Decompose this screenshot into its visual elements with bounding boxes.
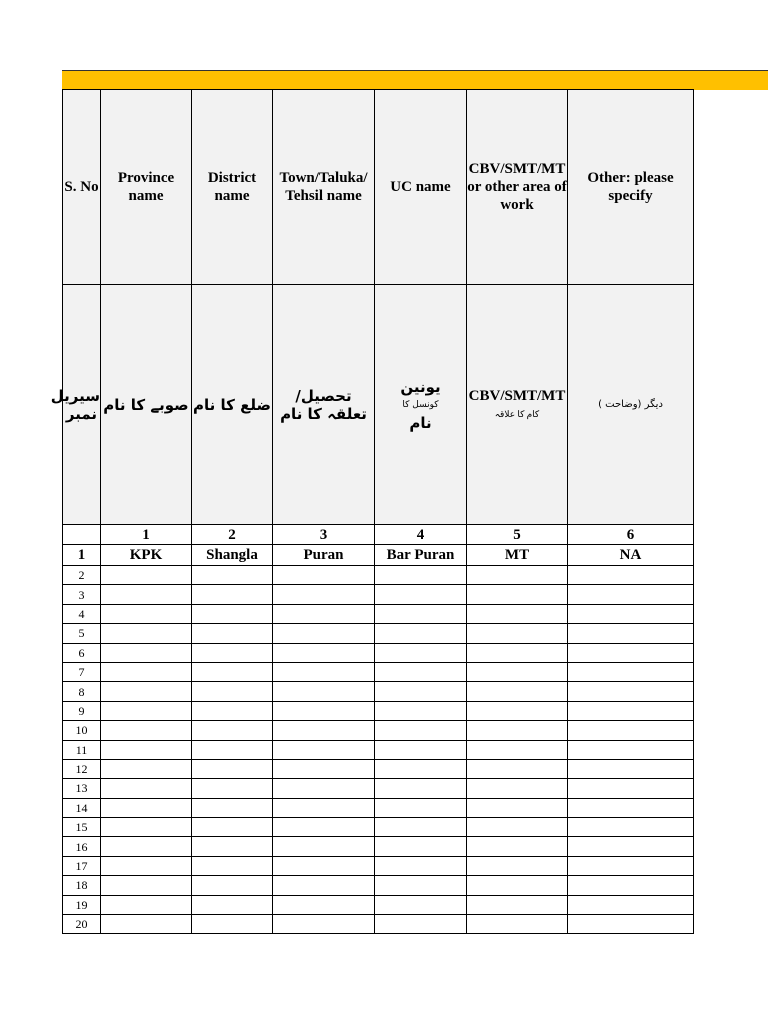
- empty-cell: [568, 566, 694, 585]
- empty-cell: [568, 837, 694, 856]
- cell-district: Shangla: [192, 545, 273, 566]
- cell-sno: 13: [63, 779, 101, 798]
- empty-cell: [192, 798, 273, 817]
- cell-sno: 20: [63, 915, 101, 934]
- empty-cell: [273, 566, 375, 585]
- header-district: District name: [192, 90, 273, 285]
- header-tehsil: Town/Taluka/ Tehsil name: [273, 90, 375, 285]
- empty-cell: [101, 604, 192, 623]
- empty-cell: [467, 798, 568, 817]
- cell-sno: 18: [63, 876, 101, 895]
- empty-cell: [375, 798, 467, 817]
- table-row: [63, 779, 694, 798]
- table-row: [63, 701, 694, 720]
- empty-cell: [101, 662, 192, 681]
- empty-cell: [375, 721, 467, 740]
- empty-cell: [375, 759, 467, 778]
- empty-cell: [375, 682, 467, 701]
- empty-cell: [467, 779, 568, 798]
- empty-cell: [192, 818, 273, 837]
- data-table: [50, 89, 694, 934]
- empty-cell: [101, 682, 192, 701]
- empty-cell: [568, 701, 694, 720]
- table-row: [63, 856, 694, 875]
- empty-cell: [273, 662, 375, 681]
- cell-sno: 4: [63, 604, 101, 623]
- table-row: [63, 837, 694, 856]
- english-header-row: [63, 90, 694, 285]
- cell-sno: 1: [63, 545, 101, 566]
- empty-cell: [273, 701, 375, 720]
- empty-cell: [273, 682, 375, 701]
- empty-cell: [101, 643, 192, 662]
- urdu-district: ضلع کا نام: [192, 285, 273, 525]
- empty-cell: [467, 915, 568, 934]
- empty-cell: [375, 604, 467, 623]
- empty-cell: [568, 895, 694, 914]
- table-row: [63, 624, 694, 643]
- header-other: Other: please specify: [568, 90, 694, 285]
- empty-cell: [192, 585, 273, 604]
- empty-cell: [375, 915, 467, 934]
- empty-cell: [375, 701, 467, 720]
- empty-cell: [375, 740, 467, 759]
- empty-cell: [192, 740, 273, 759]
- empty-cell: [101, 624, 192, 643]
- empty-cell: [101, 915, 192, 934]
- empty-cell: [467, 701, 568, 720]
- empty-cell: [192, 915, 273, 934]
- urdu-uc: یونین کونسل کا نام: [375, 285, 467, 525]
- empty-cell: [101, 585, 192, 604]
- empty-cell: [273, 721, 375, 740]
- cell-sno: 11: [63, 740, 101, 759]
- empty-cell: [568, 643, 694, 662]
- col-num: 1: [101, 525, 192, 545]
- empty-cell: [467, 643, 568, 662]
- empty-cell: [568, 759, 694, 778]
- empty-cell: [273, 818, 375, 837]
- empty-cell: [192, 856, 273, 875]
- empty-cell: [273, 798, 375, 817]
- urdu-header-row: [63, 285, 694, 525]
- empty-cell: [467, 662, 568, 681]
- empty-cell: [192, 779, 273, 798]
- cell-sno: 16: [63, 837, 101, 856]
- table-row: [63, 721, 694, 740]
- header-province: Province name: [101, 90, 192, 285]
- table-row: [63, 876, 694, 895]
- empty-cell: [568, 604, 694, 623]
- empty-cell: [375, 624, 467, 643]
- cell-tehsil: Puran: [273, 545, 375, 566]
- empty-cell: [568, 856, 694, 875]
- empty-cell: [467, 895, 568, 914]
- empty-cell: [101, 818, 192, 837]
- cell-sno: 5: [63, 624, 101, 643]
- empty-cell: [101, 721, 192, 740]
- empty-cell: [273, 895, 375, 914]
- empty-cell: [101, 779, 192, 798]
- empty-cell: [467, 624, 568, 643]
- table-row: [63, 818, 694, 837]
- cell-sno: 2: [63, 566, 101, 585]
- urdu-other: دیگر (وضاحت ): [568, 285, 694, 525]
- table-row: [63, 895, 694, 914]
- empty-cell: [568, 682, 694, 701]
- table-row: [63, 662, 694, 681]
- cell-sno: 10: [63, 721, 101, 740]
- empty-cell: [375, 856, 467, 875]
- empty-cell: [568, 662, 694, 681]
- cell-uc: Bar Puran: [375, 545, 467, 566]
- empty-cell: [467, 759, 568, 778]
- empty-cell: [467, 837, 568, 856]
- empty-cell: [192, 604, 273, 623]
- empty-cell: [375, 643, 467, 662]
- table-row: [63, 566, 694, 585]
- empty-cell: [467, 876, 568, 895]
- empty-cell: [375, 837, 467, 856]
- empty-cell: [273, 837, 375, 856]
- empty-cell: [375, 585, 467, 604]
- table-row: [63, 759, 694, 778]
- col-num: 2: [192, 525, 273, 545]
- cell-other: NA: [568, 545, 694, 566]
- empty-cell: [101, 856, 192, 875]
- empty-cell: [375, 818, 467, 837]
- empty-cell: [273, 759, 375, 778]
- empty-cell: [568, 740, 694, 759]
- empty-cell: [101, 895, 192, 914]
- empty-cell: [101, 876, 192, 895]
- col-num: 4: [375, 525, 467, 545]
- title-bar: [62, 70, 768, 90]
- empty-cell: [192, 895, 273, 914]
- empty-cell: [568, 915, 694, 934]
- empty-cell: [192, 701, 273, 720]
- cell-sno: 17: [63, 856, 101, 875]
- empty-cell: [467, 818, 568, 837]
- table-row: [63, 545, 694, 566]
- table-row: [63, 740, 694, 759]
- empty-cell: [273, 604, 375, 623]
- empty-cell: [273, 624, 375, 643]
- empty-cell: [568, 818, 694, 837]
- col-num: 5: [467, 525, 568, 545]
- empty-cell: [273, 585, 375, 604]
- cell-sno: 12: [63, 759, 101, 778]
- empty-cell: [273, 915, 375, 934]
- empty-cell: [568, 585, 694, 604]
- table-row: [63, 585, 694, 604]
- table-row: [63, 682, 694, 701]
- empty-cell: [192, 643, 273, 662]
- empty-cell: [192, 566, 273, 585]
- header-uc: UC name: [375, 90, 467, 285]
- urdu-sno: سیریل نمبر: [63, 285, 101, 525]
- empty-cell: [568, 721, 694, 740]
- empty-cell: [375, 662, 467, 681]
- cell-sno: 19: [63, 895, 101, 914]
- empty-cell: [467, 740, 568, 759]
- empty-cell: [101, 740, 192, 759]
- col-num: [63, 525, 101, 545]
- urdu-province: صوبے کا نام: [101, 285, 192, 525]
- empty-cell: [192, 837, 273, 856]
- empty-cell: [375, 566, 467, 585]
- empty-cell: [101, 566, 192, 585]
- empty-cell: [273, 643, 375, 662]
- empty-cell: [568, 876, 694, 895]
- cell-sno: 7: [63, 662, 101, 681]
- column-number-row: [63, 525, 694, 545]
- empty-cell: [375, 876, 467, 895]
- urdu-area: CBV/SMT/MT کام کا علاقہ: [467, 285, 568, 525]
- cell-sno: 3: [63, 585, 101, 604]
- table-row: [63, 604, 694, 623]
- empty-cell: [273, 779, 375, 798]
- empty-cell: [467, 604, 568, 623]
- col-num: 6: [568, 525, 694, 545]
- empty-cell: [192, 759, 273, 778]
- cell-sno: 14: [63, 798, 101, 817]
- empty-cell: [568, 798, 694, 817]
- header-sno: S. No: [63, 90, 101, 285]
- empty-cell: [192, 662, 273, 681]
- header-area: CBV/SMT/MT or other area of work: [467, 90, 568, 285]
- cell-sno: 9: [63, 701, 101, 720]
- empty-cell: [101, 798, 192, 817]
- empty-cell: [192, 876, 273, 895]
- empty-cell: [192, 624, 273, 643]
- empty-cell: [467, 585, 568, 604]
- empty-cell: [467, 566, 568, 585]
- empty-cell: [101, 837, 192, 856]
- cell-sno: 6: [63, 643, 101, 662]
- empty-cell: [192, 682, 273, 701]
- empty-cell: [273, 876, 375, 895]
- empty-cell: [375, 895, 467, 914]
- table-row: [63, 798, 694, 817]
- empty-cell: [568, 624, 694, 643]
- cell-province: KPK: [101, 545, 192, 566]
- table-row: [63, 643, 694, 662]
- cell-area: MT: [467, 545, 568, 566]
- cell-sno: 15: [63, 818, 101, 837]
- empty-cell: [273, 856, 375, 875]
- col-num: 3: [273, 525, 375, 545]
- urdu-tehsil: تحصیل/ تعلقہ کا نام: [273, 285, 375, 525]
- empty-cell: [101, 701, 192, 720]
- empty-cell: [101, 759, 192, 778]
- table-row: [63, 915, 694, 934]
- empty-cell: [467, 721, 568, 740]
- empty-cell: [375, 779, 467, 798]
- empty-cell: [467, 856, 568, 875]
- empty-cell: [273, 740, 375, 759]
- cell-sno: 8: [63, 682, 101, 701]
- empty-cell: [467, 682, 568, 701]
- empty-cell: [192, 721, 273, 740]
- empty-cell: [568, 779, 694, 798]
